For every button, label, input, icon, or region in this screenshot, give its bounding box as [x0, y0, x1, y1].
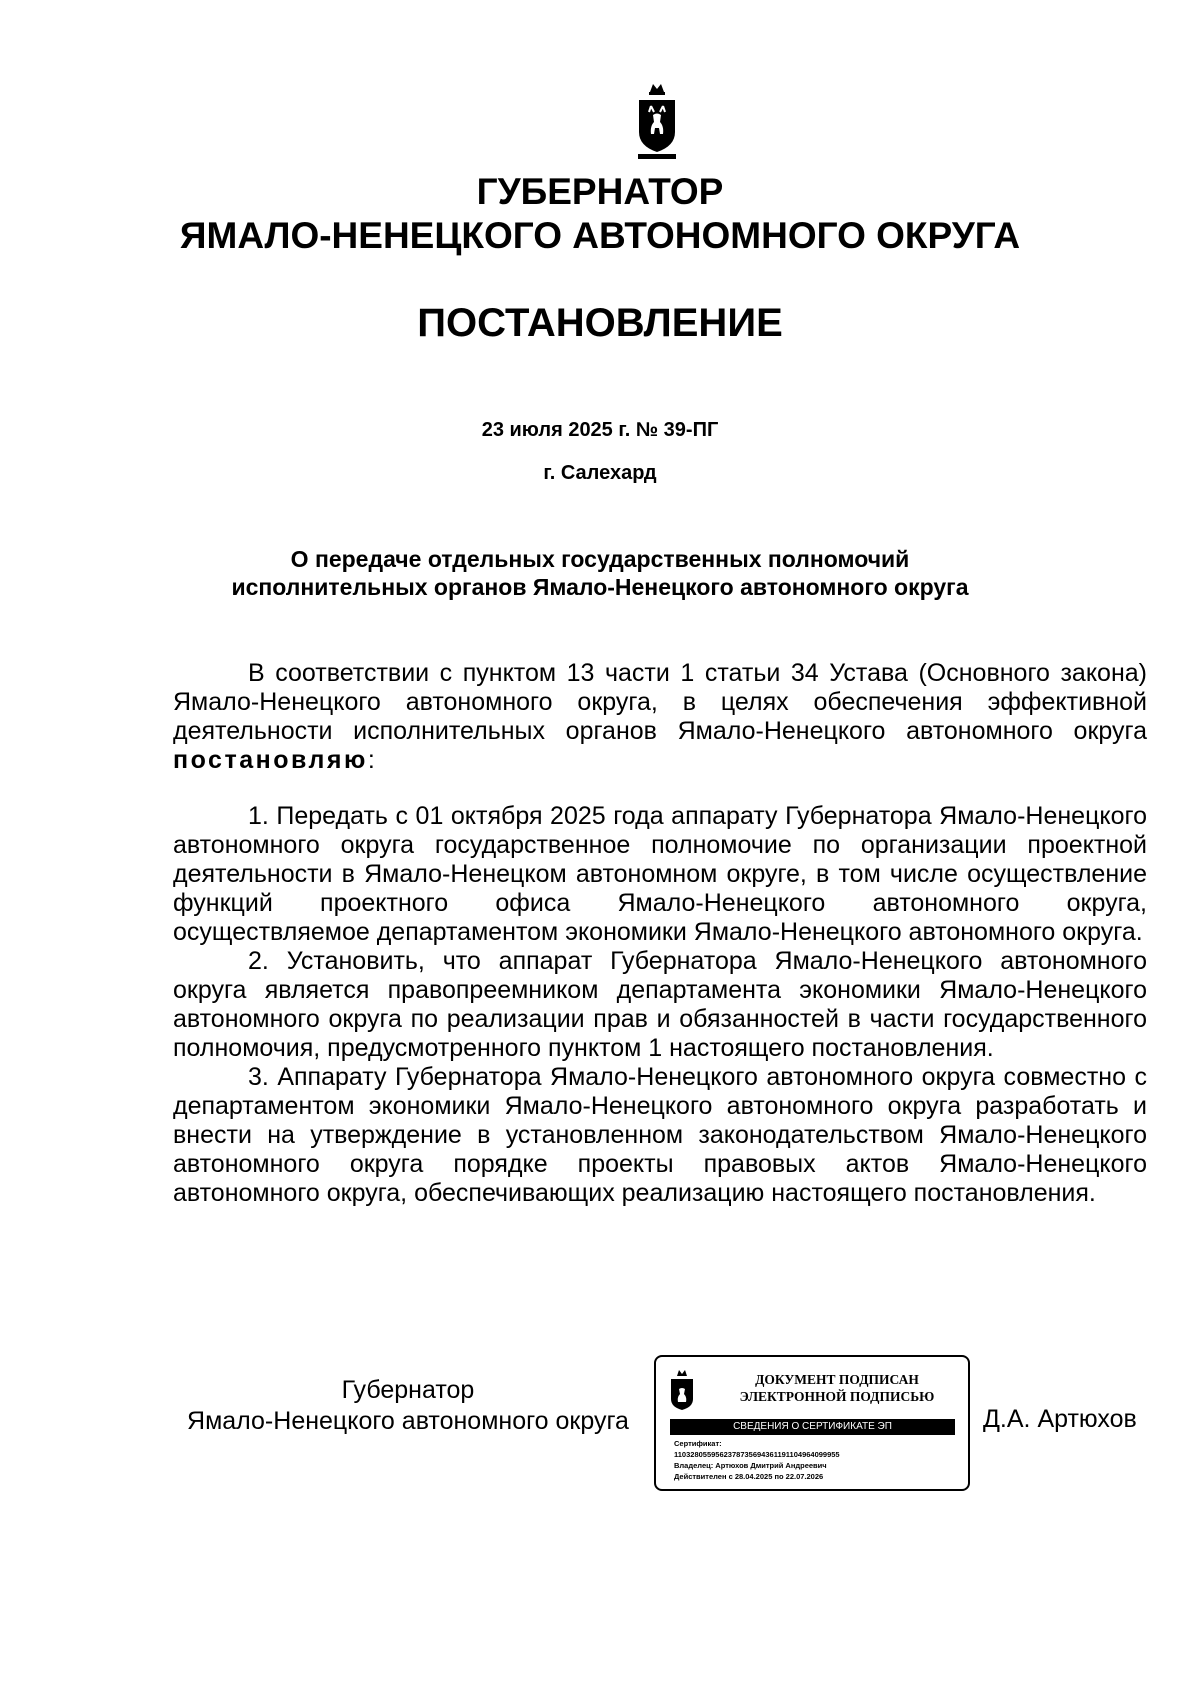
resolution-item-1: 1. Передать с 01 октября 2025 года аппарату Губернатора Ямало-Ненецкого автономного округа государственное полномочие по организации проектной деятельности в Ямало-Ненецком автономном округе, в том числе осуществление функций проектного офиса Ямало-Ненецкого автономного округа, осуществляемое департаментом экономики Ямало-Ненецкого автономного округа. [173, 802, 1147, 946]
document-subject [0, 545, 1200, 601]
coat-of-arms-emblem [636, 82, 678, 160]
stamp-title-line-2: ЭЛЕКТРОННОЙ ПОДПИСЬЮ [739, 1389, 935, 1404]
document-date-number: 23 июля 2025 г. № 39-ПГ [481, 419, 719, 441]
stamp-title-line-1: ДОКУМЕНТ ПОДПИСАН [755, 1372, 919, 1387]
signer-title-line-2: Ямало-Ненецкого автономного округа [187, 1407, 629, 1435]
stamp-emblem-icon [668, 1369, 696, 1413]
certificate-number: 1103280559562378735694361191104964099955 [674, 1450, 840, 1459]
signer-title-line-1: Губернатор [341, 1376, 475, 1404]
preamble-text: В соответствии с пунктом 13 части 1 статьи 34 Устава (Основного закона) Ямало-Ненецкого автономного округа, в целях обеспечения эффективной деятельности исполнительных органов Ямало-Ненецкого автономного округа [173, 659, 1147, 745]
signer-title [173, 1375, 643, 1437]
stamp-title [706, 1371, 968, 1405]
issuer-line-1: ГУБЕРНАТОР [476, 171, 724, 212]
electronic-signature-stamp [654, 1355, 970, 1491]
preamble-paragraph [173, 659, 1147, 775]
document-type: ПОСТАНОВЛЕНИЕ [417, 301, 783, 345]
subject-line-2: исполнительных органов Ямало-Ненецкого автономного округа [231, 574, 969, 600]
issuer-line-2: ЯМАЛО-НЕНЕЦКОГО АВТОНОМНОГО ОКРУГА [179, 215, 1021, 256]
resolution-item-2: 2. Установить, что аппарат Губернатора Ямало-Ненецкого автономного округа является правопреемником департамента экономики Ямало-Ненецкого автономного округа по реализации прав и обязанностей в части государственного полномочия, предусмотренного пунктом 1 настоящего постановления. [173, 947, 1147, 1062]
certificate-owner: Владелец: Артюхов Дмитрий Андреевич [674, 1461, 827, 1470]
preamble-keyword: постановляю [173, 746, 368, 774]
document-city: г. Салехард [543, 462, 657, 484]
certificate-label: Сертификат: [674, 1439, 722, 1448]
preamble [173, 659, 1147, 775]
resolution-items [173, 802, 1147, 1208]
resolution-item-3: 3. Аппарату Губернатора Ямало-Ненецкого автономного округа совместно с департаментом экономики Ямало-Ненецкого автономного округа разработать и внести на утверждение в установленном законодательством Ямало-Ненецкого автономного округа порядке проекты правовых актов Ямало-Ненецкого автономного округа, обеспечивающих реализацию настоящего постановления. [173, 1063, 1147, 1207]
certificate-validity: Действителен с 28.04.2025 по 22.07.2026 [674, 1472, 824, 1481]
certificate-info-bar: СВЕДЕНИЯ О СЕРТИФИКАТЕ ЭП [670, 1419, 955, 1435]
preamble-suffix: : [367, 746, 375, 774]
subject-line-1: О передаче отдельных государственных полномочий [290, 546, 910, 572]
issuer-title [0, 170, 1200, 258]
signer-name: Д.А. Артюхов [983, 1405, 1137, 1433]
